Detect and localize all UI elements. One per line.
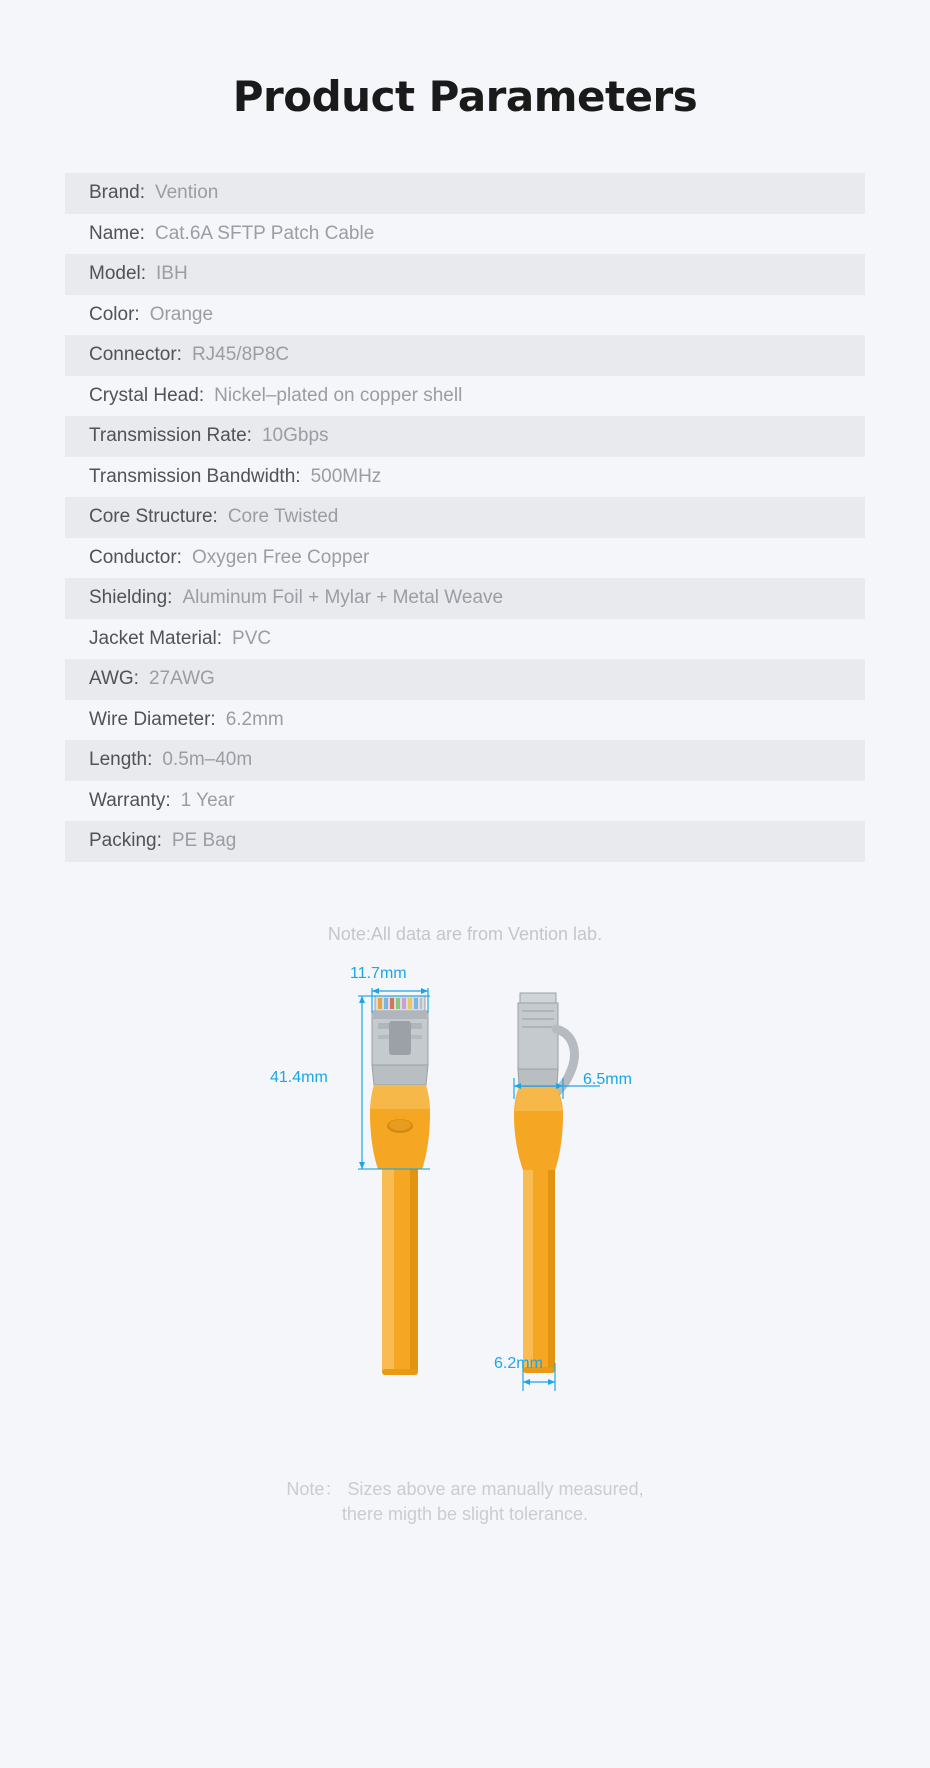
table-row bbox=[65, 619, 865, 660]
spec-value: 27AWG bbox=[148, 668, 215, 690]
spec-value: 6.2mm bbox=[225, 708, 284, 730]
spec-value: 1 Year bbox=[180, 789, 235, 811]
table-row bbox=[65, 740, 865, 781]
dimension-label-height-left: 41.4mm bbox=[270, 1068, 328, 1086]
spec-value: PE Bag bbox=[171, 830, 237, 852]
table-row bbox=[65, 295, 865, 336]
table-row bbox=[65, 497, 865, 538]
table-row bbox=[65, 254, 865, 295]
table-row bbox=[65, 214, 865, 255]
table-row bbox=[65, 578, 865, 619]
lab-note: Note:All data are from Vention lab. bbox=[327, 923, 603, 944]
spec-key: Connector: bbox=[89, 344, 182, 366]
spec-key: Length: bbox=[89, 749, 153, 771]
spec-key: Shielding: bbox=[89, 587, 173, 609]
spec-key: Wire Diameter: bbox=[89, 708, 216, 730]
spec-value: 10Gbps bbox=[261, 425, 329, 447]
table-row bbox=[65, 821, 865, 862]
dimension-label-boot-width: 6.5mm bbox=[583, 1070, 632, 1088]
dimension-label-cable-diameter: 6.2mm bbox=[494, 1354, 543, 1372]
spec-key: Crystal Head: bbox=[89, 384, 205, 406]
spec-key: Brand: bbox=[89, 182, 145, 204]
cable-diagram-svg bbox=[0, 973, 930, 1443]
spec-value: PVC bbox=[232, 627, 272, 649]
tolerance-note bbox=[0, 1477, 930, 1527]
table-row bbox=[65, 538, 865, 579]
spec-value: 0.5m–40m bbox=[162, 749, 253, 771]
page-title: Product Parameters bbox=[232, 72, 698, 121]
table-row bbox=[65, 376, 865, 417]
specification-table bbox=[65, 173, 865, 862]
spec-value: Cat.6A SFTP Patch Cable bbox=[154, 222, 375, 244]
spec-key: Conductor: bbox=[89, 546, 182, 568]
spec-value: Aluminum Foil + Mylar + Metal Weave bbox=[182, 587, 504, 609]
spec-key: Color: bbox=[89, 303, 140, 325]
table-row bbox=[65, 700, 865, 741]
table-row bbox=[65, 781, 865, 822]
tolerance-note-line-1: Note： Sizes above are manually measured, bbox=[286, 1478, 644, 1499]
spec-key: Transmission Bandwidth: bbox=[89, 465, 301, 487]
table-row bbox=[65, 457, 865, 498]
spec-key: Warranty: bbox=[89, 789, 171, 811]
spec-key: Transmission Rate: bbox=[89, 425, 252, 447]
spec-value: Vention bbox=[154, 182, 219, 204]
spec-key: Model: bbox=[89, 263, 147, 285]
table-row bbox=[65, 659, 865, 700]
spec-value: Nickel–plated on copper shell bbox=[214, 384, 463, 406]
spec-value: RJ45/8P8C bbox=[191, 344, 290, 366]
table-row bbox=[65, 173, 865, 214]
spec-value: Core Twisted bbox=[227, 506, 339, 528]
spec-key: Core Structure: bbox=[89, 506, 218, 528]
spec-key: AWG: bbox=[89, 668, 139, 690]
spec-value: Oxygen Free Copper bbox=[191, 546, 370, 568]
tolerance-note-line-2: there migth be slight tolerance. bbox=[341, 1503, 589, 1524]
dimension-label-width-top: 11.7mm bbox=[350, 964, 407, 982]
cable-dimension-diagram bbox=[0, 964, 930, 1443]
spec-value: 500MHz bbox=[310, 465, 382, 487]
spec-key: Packing: bbox=[89, 830, 162, 852]
spec-value: IBH bbox=[156, 263, 188, 285]
spec-key: Jacket Material: bbox=[89, 627, 223, 649]
table-row bbox=[65, 335, 865, 376]
spec-value: Orange bbox=[149, 303, 214, 325]
table-row bbox=[65, 416, 865, 457]
spec-key: Name: bbox=[89, 222, 145, 244]
